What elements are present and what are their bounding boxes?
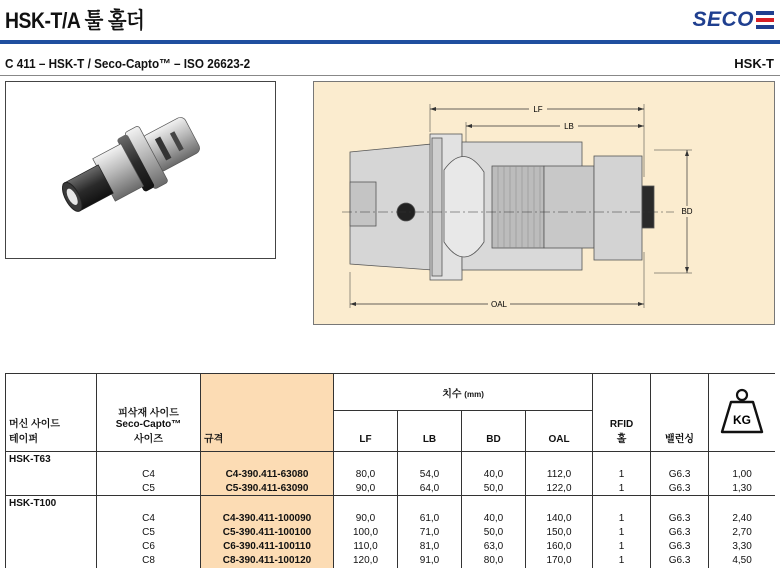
weight-kg-icon [719,387,765,435]
product-photo [5,81,276,259]
weight-header [709,374,775,452]
rfid-header: RFID 홀 [593,374,651,452]
page-title: HSK-T/A 툴 홀더 [5,8,145,33]
spec-cell: C8-390.411-100120 [201,554,334,568]
lf-cell: 90,0 [334,512,398,526]
spec-cell: C6-390.411-100110 [201,540,334,554]
dimensions-header: 치수 (mm) [334,374,593,411]
table-row [6,468,776,482]
balance-cell: G6.3 [651,526,709,540]
subheader-divider [0,75,780,76]
size-cell: C5 [97,482,201,496]
size-cell: C4 [97,468,201,482]
lb-header: LB [398,411,462,452]
size-cell: C4 [97,512,201,526]
rfid-cell: 1 [593,482,651,496]
bd-label: BD [681,207,693,216]
size-cell: C6 [97,540,201,554]
rfid-cell: 1 [593,554,651,568]
kg-cell: 2,40 [709,512,775,526]
spec-cell: C5-390.411-63090 [201,482,334,496]
lf-cell: 110,0 [334,540,398,554]
lf-cell: 100,0 [334,526,398,540]
balance-cell: G6.3 [651,468,709,482]
group-row [6,452,776,468]
rfid-cell: 1 [593,526,651,540]
bd-header: BD [462,411,526,452]
group-label: HSK-T100 [6,496,97,512]
rfid-cell: 1 [593,512,651,526]
kg-cell: 4,50 [709,554,775,568]
lf-label: LF [533,105,543,114]
bd-cell: 80,0 [462,554,526,568]
catalog-reference: C 411 – HSK-T / Seco-Capto™ – ISO 26623-2 [5,56,251,71]
table-row [6,512,776,526]
balance-cell: G6.3 [651,540,709,554]
lb-cell: 91,0 [398,554,462,568]
oal-cell: 170,0 [526,554,593,568]
workpiece-side-header: 피삭재 사이드 Seco-Capto™ 사이즈 [97,374,201,452]
kg-cell: 1,00 [709,468,775,482]
table-row [6,526,776,540]
lf-header: LF [334,411,398,452]
table-row [6,554,776,568]
bd-cell: 40,0 [462,468,526,482]
machine-side-header: 머신 사이드 테이퍼 [6,374,97,452]
oal-cell: 140,0 [526,512,593,526]
brand-name: SECO [692,8,754,31]
lf-cell: 120,0 [334,554,398,568]
oal-header: OAL [526,411,593,452]
lf-cell: 90,0 [334,482,398,496]
group-row [6,496,776,512]
size-cell: C8 [97,554,201,568]
lf-cell: 80,0 [334,468,398,482]
header-divider [0,40,780,44]
interface-label: HSK-T [734,56,774,71]
oal-cell: 150,0 [526,526,593,540]
balance-cell: G6.3 [651,512,709,526]
bd-cell: 63,0 [462,540,526,554]
spec-cell: C4-390.411-63080 [201,468,334,482]
lb-cell: 61,0 [398,512,462,526]
kg-cell: 2,70 [709,526,775,540]
spec-table [5,373,775,579]
table-row [6,540,776,554]
lb-label: LB [564,122,574,131]
oal-cell: 112,0 [526,468,593,482]
kg-cell: 1,30 [709,482,775,496]
lb-cell: 81,0 [398,540,462,554]
spec-cell: C5-390.411-100100 [201,526,334,540]
lb-cell: 54,0 [398,468,462,482]
seco-logo-mark-icon [756,11,774,29]
tool-holder-profile [350,134,654,280]
oal-label: OAL [490,300,508,309]
table-row [6,482,776,496]
spec-header: 규격 [201,374,334,452]
rfid-cell: 1 [593,540,651,554]
spec-cell: C4-390.411-100090 [201,512,334,526]
balance-header: 밸런싱 [651,374,709,452]
bd-cell: 40,0 [462,512,526,526]
balance-cell: G6.3 [651,482,709,496]
bd-cell: 50,0 [462,526,526,540]
rfid-cell: 1 [593,468,651,482]
oal-cell: 122,0 [526,482,593,496]
lb-cell: 64,0 [398,482,462,496]
weight-kg-label: KG [733,413,752,427]
seco-logo [692,9,774,31]
technical-drawing [313,81,775,325]
group-label: HSK-T63 [6,452,97,468]
tool-holder-photo-icon [6,82,275,258]
bd-cell: 50,0 [462,482,526,496]
kg-cell: 3,30 [709,540,775,554]
size-cell: C5 [97,526,201,540]
oal-cell: 160,0 [526,540,593,554]
balance-cell: G6.3 [651,554,709,568]
lb-cell: 71,0 [398,526,462,540]
